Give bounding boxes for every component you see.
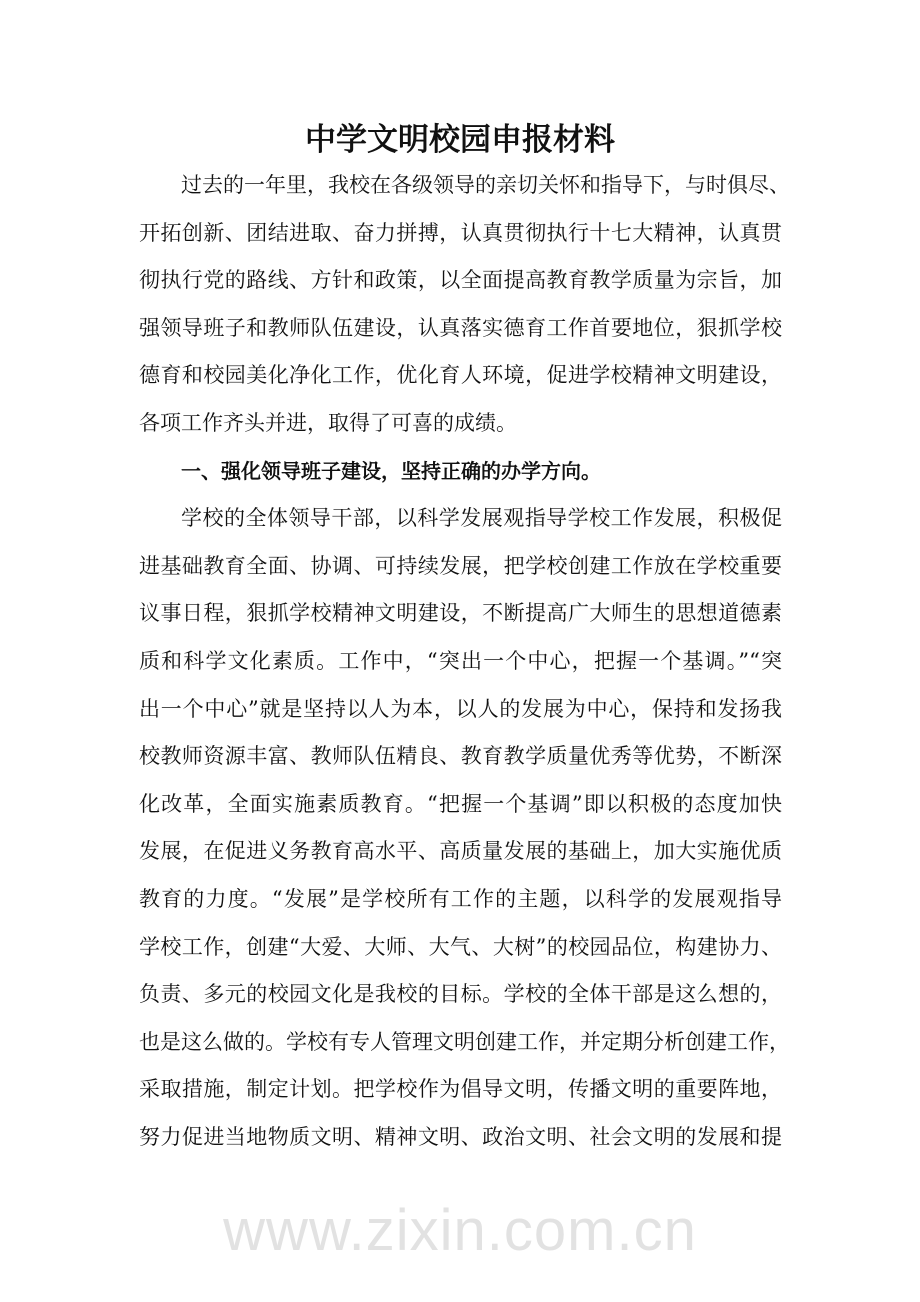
- text-line: 努力促进当地物质文明、精神文明、政治文明、社会文明的发展和提: [139, 1124, 782, 1149]
- text-line: 各项工作齐头并进，取得了可喜的成绩。: [139, 410, 517, 435]
- text-line: 过去的一年里，我校在各级领导的亲切关怀和指导下，与时俱尽、: [181, 173, 790, 197]
- text-line: 化改革，全面实施素质教育。“把握一个基调”即以积极的态度加快: [139, 791, 782, 816]
- text-line: 发展，在促进义务教育高水平、高质量发展的基础上，加大实施优质: [139, 839, 782, 864]
- section-heading: 一、强化领导班子建设，坚持正确的办学方向。: [181, 458, 601, 483]
- text-line: 校教师资源丰富、教师队伍精良、教育教学质量优秀等优势，不断深: [139, 744, 782, 769]
- text-line: 进基础教育全面、协调、可持续发展，把学校创建工作放在学校重要: [139, 553, 782, 578]
- text-line: 议事日程，狠抓学校精神文明建设，不断提高广大师生的思想道德素: [139, 601, 782, 626]
- text-line: 强领导班子和教师队伍建设，认真落实德育工作首要地位，狠抓学校: [139, 315, 782, 340]
- text-line: 质和科学文化素质。工作中，“突出一个中心，把握一个基调。”“突: [139, 648, 782, 673]
- text-line: 德育和校园美化净化工作，优化育人环境，促进学校精神文明建设，: [139, 363, 782, 388]
- text-line: 也是这么做的。学校有专人管理文明创建工作，并定期分析创建工作，: [139, 1029, 790, 1054]
- text-line: 出一个中心”就是坚持以人为本，以人的发展为中心，保持和发扬我: [139, 696, 782, 721]
- text-line: 采取措施，制定计划。把学校作为倡导文明，传播文明的重要阵地，: [139, 1077, 782, 1102]
- document-title: 中学文明校园申报材料: [305, 122, 615, 158]
- text-line: 彻执行党的路线、方针和政策，以全面提高教育教学质量为宗旨，加: [139, 268, 782, 293]
- text-line: 教育的力度。“发展”是学校所有工作的主题，以科学的发展观指导: [139, 886, 782, 911]
- watermark: www.zixin.com.cn: [223, 1198, 697, 1263]
- text-line: 开拓创新、团结进取、奋力拼搏，认真贯彻执行十七大精神，认真贯: [139, 220, 782, 245]
- text-line: 负责、多元的校园文化是我校的目标。学校的全体干部是这么想的，: [139, 982, 782, 1007]
- text-line: 学校工作，创建“大爱、大师、大气、大树”的校园品位，构建协力、: [139, 934, 782, 959]
- text-line: 学校的全体领导干部，以科学发展观指导学校工作发展，积极促: [181, 506, 782, 531]
- document-body: [139, 168, 790, 1167]
